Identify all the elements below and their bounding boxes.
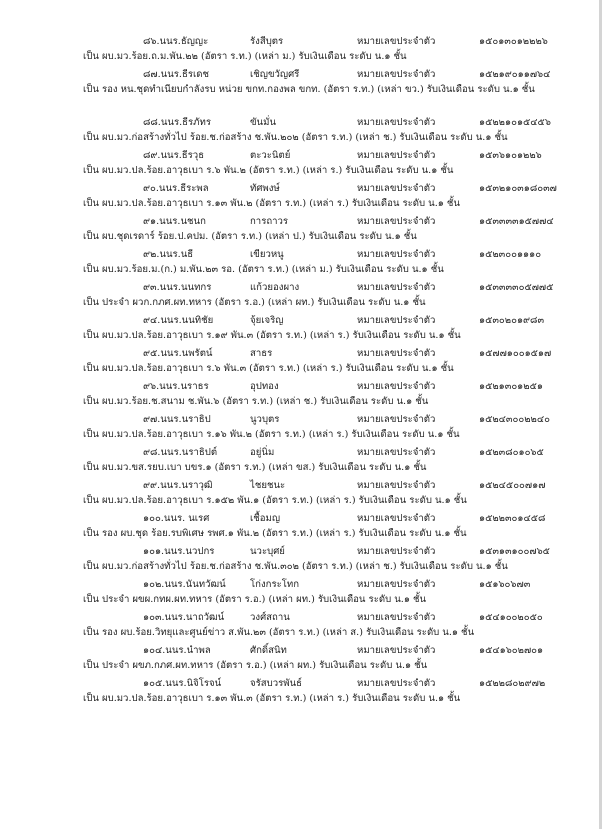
cadet-name: ๘๙.นนร.ธีรวุธ — [143, 150, 205, 161]
id-label: หมายเลขประจำตัว — [357, 447, 436, 458]
cadet-surname: เชิญขวัญศรี — [250, 69, 300, 80]
list-item — [0, 643, 600, 673]
cadet-surname: จรัสบวรพันธ์ — [250, 678, 302, 689]
cadet-name: ๙๔.นนร.นนทิชัย — [143, 315, 214, 326]
id-label: หมายเลขประจำตัว — [357, 546, 436, 557]
id-label: หมายเลขประจำตัว — [357, 480, 436, 491]
cadet-surname: จุ้ยเจริญ — [250, 315, 284, 326]
id-label: หมายเลขประจำตัว — [357, 645, 436, 656]
id-label: หมายเลขประจำตัว — [357, 381, 436, 392]
cadet-surname: โก่งกระโทก — [250, 579, 300, 590]
id-number: ๑๕๔๑๖๐๒๗๐๑ — [479, 645, 544, 656]
position-text: เป็น ผบ.มว.ขส.รยบ.เบา บขร.๑ (อัตรา ร.ท.) (เหล่า ขส.) รับเงินเดือน ระดับ น.๑ ชั้น — [83, 462, 427, 473]
position-text: เป็น ผบ.มว.ปล.ร้อย.อาวุธเบา ร.๑๙ พัน.๓ (อัตรา ร.ท.) (เหล่า ร.) รับเงินเดือน ระดับ น.๑ ชั้น — [83, 330, 461, 341]
cadet-name: ๑๐๒.นนร.นันทวัฒน์ — [143, 579, 226, 590]
id-number: ๑๕๔๑๐๐๒๐๕๐ — [479, 612, 543, 623]
list-item — [0, 313, 600, 343]
position-text: เป็น ผบ.มว.ร้อย.ช.สนาม ช.พัน.๖ (อัตรา ร.ท.) (เหล่า ช.) รับเงินเดือน ระดับ น.๑ ชั้น — [83, 396, 429, 407]
position-text: เป็น ผบ.มว.ปล.ร้อย.อาวุธเบา ร.๑๖ พัน.๒ (อัตรา ร.ท.) (เหล่า ร.) รับเงินเดือน ระดับ น.๑ ชั้น — [83, 429, 460, 440]
cadet-surname: สาธร — [250, 348, 273, 359]
id-number: ๑๕๓๓๓๓๑๕๗๗๔ — [479, 216, 554, 227]
id-number: ๑๕๒๓๘๐๑๐๖๕ — [479, 447, 544, 458]
id-number: ๑๕๒๒๓๐๑๔๕๘ — [479, 513, 546, 524]
list-item — [0, 412, 600, 442]
position-text: เป็น รอง ผบ.ชุด ร้อย.รบพิเศษ รพศ.๑ พัน.๒ (อัตรา ร.ท.) (เหล่า ร.) รับเงินเดือน ระดับ น.๑ ชั้น — [83, 528, 467, 539]
id-number: ๑๕๑๖๐๖๗๓ — [479, 579, 531, 590]
position-text: เป็น ผบ.มว.ก่อสร้างทั่วไป ร้อย.ช.ก่อสร้าง ช.พัน.๒๐๒ (อัตรา ร.ท.) (เหล่า ช.) รับเงินเดือน ระดับ น.๑ ชั้น — [83, 132, 508, 143]
position-text: เป็น ประจำ ผขภ.กภศ.ผท.ทหาร (อัตรา ร.อ.) (เหล่า ผท.) รับเงินเดือน ระดับ น.๑ ชั้น — [83, 660, 428, 671]
id-label: หมายเลขประจำตัว — [357, 216, 436, 227]
id-number: ๑๕๗๗๑๐๐๑๕๑๗ — [479, 348, 552, 359]
id-label: หมายเลขประจำตัว — [357, 579, 436, 590]
id-number: ๑๕๒๓๐๐๑๑๑๐ — [479, 249, 542, 260]
cadet-name: ๑๐๕.นนร.นิจิโรจน์ — [143, 678, 222, 689]
list-item — [0, 115, 600, 145]
list-item — [0, 511, 600, 541]
id-number: ๑๕๒๔๕๐๐๗๑๗ — [479, 480, 546, 491]
cadet-surname: เชื้อมญ — [250, 513, 281, 524]
cadet-name: ๘๖.นนร.ธัญญะ — [143, 36, 209, 47]
id-number: ๑๕๓๐๒๐๑๙๘๓ — [479, 315, 545, 326]
list-item — [0, 214, 600, 244]
list-item — [0, 346, 600, 376]
position-text: เป็น รอง ผบ.ร้อย.วิทยุและศูนย์ข่าว ส.พัน.๒๓ (อัตรา ร.ท.) (เหล่า ส.) รับเงินเดือน ระดับ น.๑ ชั้น — [83, 627, 475, 638]
cadet-surname: การถาวร — [250, 216, 289, 227]
list-item — [0, 577, 600, 607]
id-number: ๑๕๒๒๑๐๑๕๔๕๖ — [479, 117, 551, 128]
cadet-name: ๙๓.นนร.นนทกร — [143, 282, 212, 293]
list-item — [0, 280, 600, 310]
cadet-name: ๘๗.นนร.ธีรเดช — [143, 69, 210, 80]
id-label: หมายเลขประจำตัว — [357, 315, 436, 326]
id-label: หมายเลขประจำตัว — [357, 183, 436, 194]
position-text: เป็น รอง หน.ชุดทำเนียบกำลังรบ หน่วย ขกท.กองพล ขกท. (อัตรา ร.ท.) (เหล่า ขว.) รับเงินเดือน ระดับ น.๑ ชั้น — [83, 84, 535, 95]
list-item — [0, 148, 600, 178]
position-text: เป็น ผบ.มว.ร้อย.ถ.ม.พัน.๒๒ (อัตรา ร.ท.) (เหล่า ม.) รับเงินเดือน ระดับ น.๑ ชั้น — [83, 51, 407, 62]
cadet-surname: ขันมั่น — [250, 117, 276, 128]
cadet-name: ๙๘.นนร.นราธิปต์ — [143, 447, 218, 458]
position-text: เป็น ผบ.มว.ปล.ร้อย.อาวุธเบา ร.๖ พัน.๓ (อัตรา ร.ท.) (เหล่า ร.) รับเงินเดือน ระดับ น.๑ ชั้น — [83, 363, 454, 374]
cadet-surname: อุปทอง — [250, 381, 279, 392]
cadet-surname: วงศ์สถาน — [250, 612, 290, 623]
list-item — [0, 478, 600, 508]
id-number: ๑๕๓๓๓๓๐๕๗๗๕ — [479, 282, 554, 293]
position-text: เป็น ผบ.ชุดเรดาร์ ร้อย.ป.คปม. (อัตรา ร.ท.) (เหล่า ป.) รับเงินเดือน ระดับ น.๑ ชั้น — [83, 231, 417, 242]
id-number: ๑๕๒๒๘๐๒๙๗๒ — [479, 678, 546, 689]
cadet-surname: เขียวหนู — [250, 249, 284, 260]
list-item — [0, 379, 600, 409]
position-text: เป็น ผบ.มว.ปล.ร้อย.อาวุธเบา ร.๑๕๒ พัน.๑ (อัตรา ร.ท.) (เหล่า ร.) รับเงินเดือน ระดับ น.๑ ชั้น — [83, 495, 467, 506]
position-text: เป็น ประจำ ผขผ.กทผ.ผท.ทหาร (อัตรา ร.อ.) (เหล่า ผท.) รับเงินเดือน ระดับ น.๑ ชั้น — [83, 594, 427, 605]
id-label: หมายเลขประจำตัว — [357, 678, 436, 689]
id-label: หมายเลขประจำตัว — [357, 612, 436, 623]
id-number: ๑๕๐๑๓๐๑๒๒๒๖ — [479, 36, 548, 47]
cadet-surname: รังสีบุตร — [250, 36, 284, 47]
id-number: ๑๕๓๖๑๐๑๒๒๖ — [479, 150, 542, 161]
id-label: หมายเลขประจำตัว — [357, 282, 436, 293]
position-text: เป็น ผบ.มว.ก่อสร้างทั่วไป ร้อย.ช.ก่อสร้าง ช.พัน.๓๐๒ (อัตรา ร.ท.) (เหล่า ช.) รับเงินเดือน ระดับ น.๑ ชั้น — [83, 561, 508, 572]
cadet-name: ๙๒.นนร.นธี — [143, 249, 194, 260]
id-number: ๑๕๓๑๓๑๐๐๗๖๕ — [479, 546, 550, 557]
position-text: เป็น ผบ.มว.ปล.ร้อย.อาวุธเบา ร.๑๓ พัน.๒ (อัตรา ร.ท.) (เหล่า ร.) รับเงินเดือน ระดับ น.๑ ชั้น — [83, 198, 460, 209]
cadet-surname: ศักดิ์สนิท — [250, 645, 287, 656]
cadet-surname: นูวบุตร — [250, 414, 280, 425]
list-item — [0, 445, 600, 475]
cadet-surname: นวะบุศย์ — [250, 546, 285, 557]
id-label: หมายเลขประจำตัว — [357, 513, 436, 524]
cadet-surname: ไชยชนะ — [250, 480, 286, 491]
list-item — [0, 544, 600, 574]
cadet-name: ๑๐๐.นนร. นเรศ — [143, 513, 210, 524]
list-item — [0, 247, 600, 277]
id-label: หมายเลขประจำตัว — [357, 249, 436, 260]
cadet-surname: ทัศพงษ์ — [250, 183, 280, 194]
id-number: ๑๕๒๑๙๐๑๑๗๖๔ — [479, 69, 551, 80]
cadet-surname: อยู่นิ่ม — [250, 447, 275, 458]
list-item — [0, 181, 600, 211]
cadet-surname: ตะวะนิตย์ — [250, 150, 291, 161]
id-label: หมายเลขประจำตัว — [357, 414, 436, 425]
list-item — [0, 676, 600, 706]
cadet-name: ๙๗.นนร.นราธิป — [143, 414, 211, 425]
cadet-name: ๑๐๑.นนร.นวปกร — [143, 546, 215, 557]
cadet-name: ๙๑.นนร.นชนก — [143, 216, 206, 227]
cadet-name: ๙๙.นนร.นราวุฒิ — [143, 480, 213, 491]
position-text: เป็น ประจำ ผวก.กภศ.ผท.ทหาร (อัตรา ร.อ.) (เหล่า ผท.) รับเงินเดือน ระดับ น.๑ ชั้น — [83, 297, 426, 308]
position-text: เป็น ผบ.มว.ร้อย.ม.(ก.) ม.พัน.๒๓ รอ. (อัตรา ร.ท.) (เหล่า ม.) รับเงินเดือน ระดับ น.๑ ชั้น — [83, 264, 444, 275]
cadet-name: ๙๖.นนร.นราธร — [143, 381, 209, 392]
cadet-name: ๘๘.นนร.ธีรภัทร — [143, 117, 211, 128]
list-item — [0, 67, 600, 97]
cadet-name: ๙๐.นนร.ธีระพล — [143, 183, 209, 194]
cadet-name: ๙๕.นนร.นพรัตน์ — [143, 348, 213, 359]
list-item — [0, 34, 600, 64]
id-label: หมายเลขประจำตัว — [357, 150, 436, 161]
id-label: หมายเลขประจำตัว — [357, 348, 436, 359]
id-number: ๑๕๓๒๑๐๓๑๘๐๓๗ — [479, 183, 557, 194]
cadet-name: ๑๐๓.นนร.นาถวัฒน์ — [143, 612, 225, 623]
id-label: หมายเลขประจำตัว — [357, 69, 436, 80]
cadet-name: ๑๐๔.นนร.นำพล — [143, 645, 211, 656]
position-text: เป็น ผบ.มว.ปล.ร้อย.อาวุธเบา ร.๖ พัน.๒ (อัตรา ร.ท.) (เหล่า ร.) รับเงินเดือน ระดับ น.๑ ชั้น — [83, 165, 454, 176]
position-text: เป็น ผบ.มว.ปล.ร้อย.อาวุธเบา ร.๑๓ พัน.๓ (อัตรา ร.ท.) (เหล่า ร.) รับเงินเดือน ระดับ น.๑ ชั้น — [83, 693, 461, 704]
list-item — [0, 610, 600, 640]
id-number: ๑๕๒๔๓๐๐๒๒๔๐ — [479, 414, 550, 425]
id-number: ๑๕๒๑๓๐๑๒๕๑ — [479, 381, 543, 392]
id-label: หมายเลขประจำตัว — [357, 36, 436, 47]
id-label: หมายเลขประจำตัว — [357, 117, 436, 128]
cadet-surname: แก้วยองผาง — [250, 282, 300, 293]
